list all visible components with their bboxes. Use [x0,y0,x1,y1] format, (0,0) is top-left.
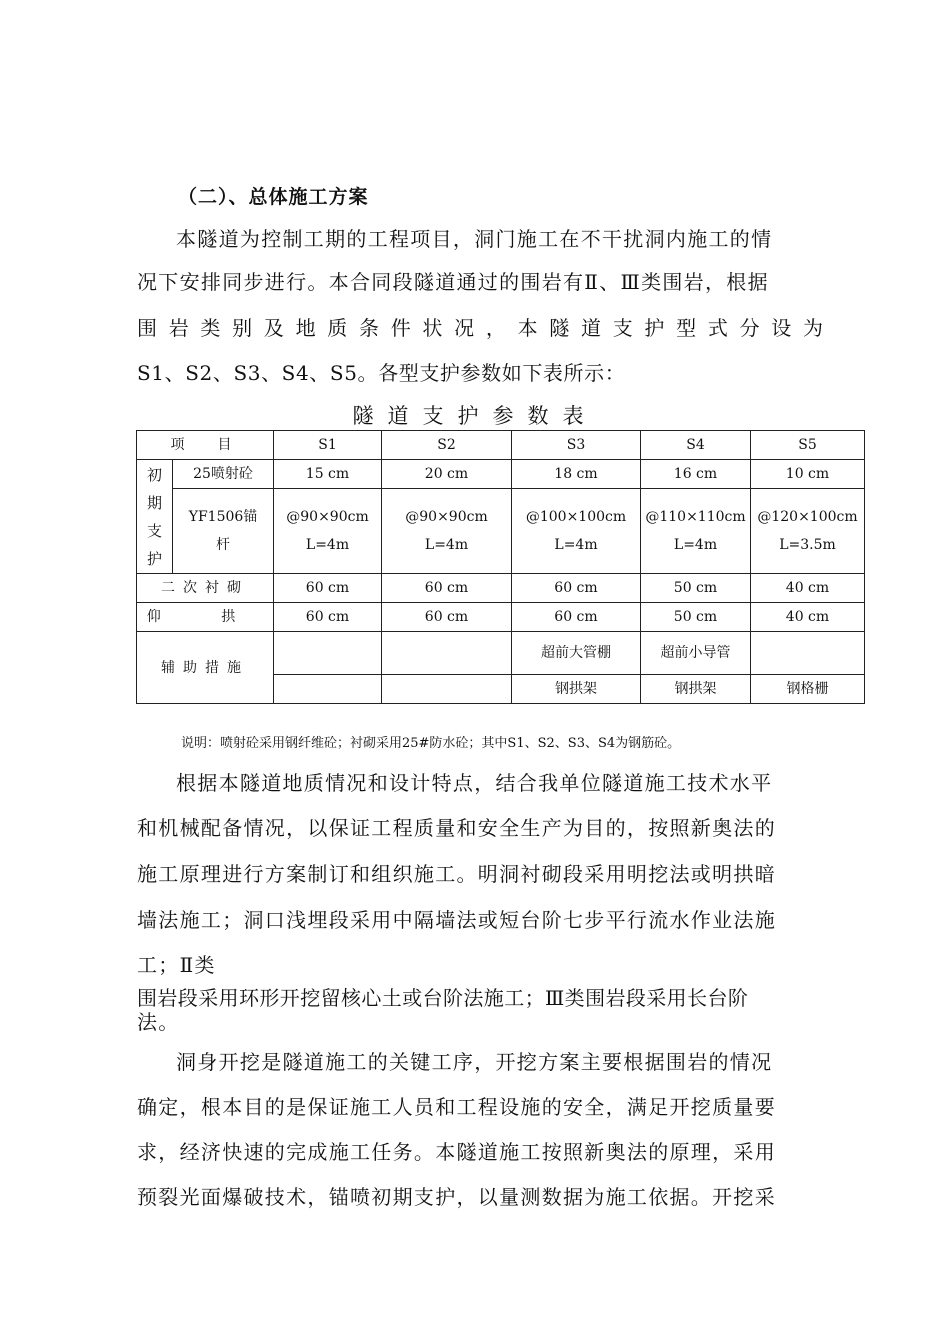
anchor-row [137,489,865,574]
invert-s3: 60 cm [512,603,641,632]
invert-row [137,603,865,632]
table-note: 说明：喷射砼采用钢纤维砼；衬砌采用25#防水砼；其中S1、S2、S3、S4为钢筋砼。 [181,736,681,751]
body-line-1: 根据本隧道地质情况和设计特点，结合我单位隧道施工技术水平 [176,771,773,795]
header-s2: S2 [382,431,512,460]
aux1-s2 [382,632,512,675]
invert-s1: 60 cm [274,603,382,632]
invert-s5: 40 cm [751,603,865,632]
table-title: 隧道支护参数表 [352,404,598,428]
header-s5: S5 [751,431,865,460]
aux1-s1 [274,632,382,675]
anchor-s3: @100×100cm L=4m [512,489,641,574]
body-line-2: 和机械配备情况，以保证工程质量和安全生产为目的，按照新奥法的 [137,816,776,840]
body-line-5: 工；Ⅱ类 [137,953,216,977]
auxiliary-label: 辅助措施 [137,632,274,704]
shotcrete-label: 25喷射砼 [173,460,274,489]
aux1-s5 [751,632,865,675]
shotcrete-s3: 18 cm [512,460,641,489]
shotcrete-s2: 20 cm [382,460,512,489]
secondary-lining-row [137,574,865,603]
lining-s4: 50 cm [641,574,751,603]
body-line-8: 洞身开挖是隧道施工的关键工序，开挖方案主要根据围岩的情况 [176,1050,773,1074]
lining-s1: 60 cm [274,574,382,603]
lining-s2: 60 cm [382,574,512,603]
anchor-s1: @90×90cm L=4m [274,489,382,574]
secondary-lining-label: 二次衬砌 [137,574,274,603]
auxiliary-row-1 [137,632,865,675]
body-line-4: 墙法施工；洞口浅埋段采用中隔墙法或短台阶七步平行流水作业法施 [137,908,776,932]
support-parameters-table [136,430,865,704]
body-line-10: 求，经济快速的完成施工任务。本隧道施工按照新奥法的原理，采用 [137,1140,776,1164]
shotcrete-row [137,460,865,489]
shotcrete-s4: 16 cm [641,460,751,489]
intro-line-3: 围岩类别及地质条件状况，本隧道支护型式分设为 [137,316,823,340]
anchor-s2: @90×90cm L=4m [382,489,512,574]
body-line-11: 预裂光面爆破技术，锚喷初期支护，以量测数据为施工依据。开挖采 [137,1185,776,1209]
header-s3: S3 [512,431,641,460]
body-line-3: 施工原理进行方案制订和组织施工。明洞衬砌段采用明挖法或明拱暗 [137,862,776,886]
intro-line-4: S1、S2、S3、S4、S5。各型支护参数如下表所示： [137,361,626,385]
body-line-9: 确定，根本目的是保证施工人员和工程设施的安全，满足开挖质量要 [137,1095,776,1119]
lining-s5: 40 cm [751,574,865,603]
intro-line-1: 本隧道为控制工期的工程项目，洞门施工在不干扰洞内施工的情 [176,227,773,251]
anchor-s5: @120×100cm L=3.5m [751,489,865,574]
invert-s4: 50 cm [641,603,751,632]
intro-line-2: 况下安排同步进行。本合同段隧道通过的围岩有Ⅱ、Ⅲ类围岩，根据 [137,270,769,294]
aux2-s5: 钢格栅 [751,675,865,704]
shotcrete-s1: 15 cm [274,460,382,489]
table-header-row [137,431,865,460]
header-s4: S4 [641,431,751,460]
aux1-s3: 超前大管棚 [512,632,641,675]
invert-s2: 60 cm [382,603,512,632]
aux1-s4: 超前小导管 [641,632,751,675]
header-s1: S1 [274,431,382,460]
body-line-6: 围岩段采用环形开挖留核心土或台阶法施工；Ⅲ类围岩段采用长台阶 [137,986,749,1010]
aux2-s4: 钢拱架 [641,675,751,704]
invert-label: 仰 拱 [137,603,274,632]
shotcrete-s5: 10 cm [751,460,865,489]
header-item: 项 目 [137,431,274,460]
initial-support-label: 初 期 支 护 [137,460,173,574]
section-heading: （二）、总体施工方案 [178,186,369,208]
aux2-s1 [274,675,382,704]
aux2-s3: 钢拱架 [512,675,641,704]
body-line-7: 法。 [137,1010,180,1034]
lining-s3: 60 cm [512,574,641,603]
anchor-s4: @110×110cm L=4m [641,489,751,574]
aux2-s2 [382,675,512,704]
anchor-label: YF1506锚 杆 [173,489,274,574]
